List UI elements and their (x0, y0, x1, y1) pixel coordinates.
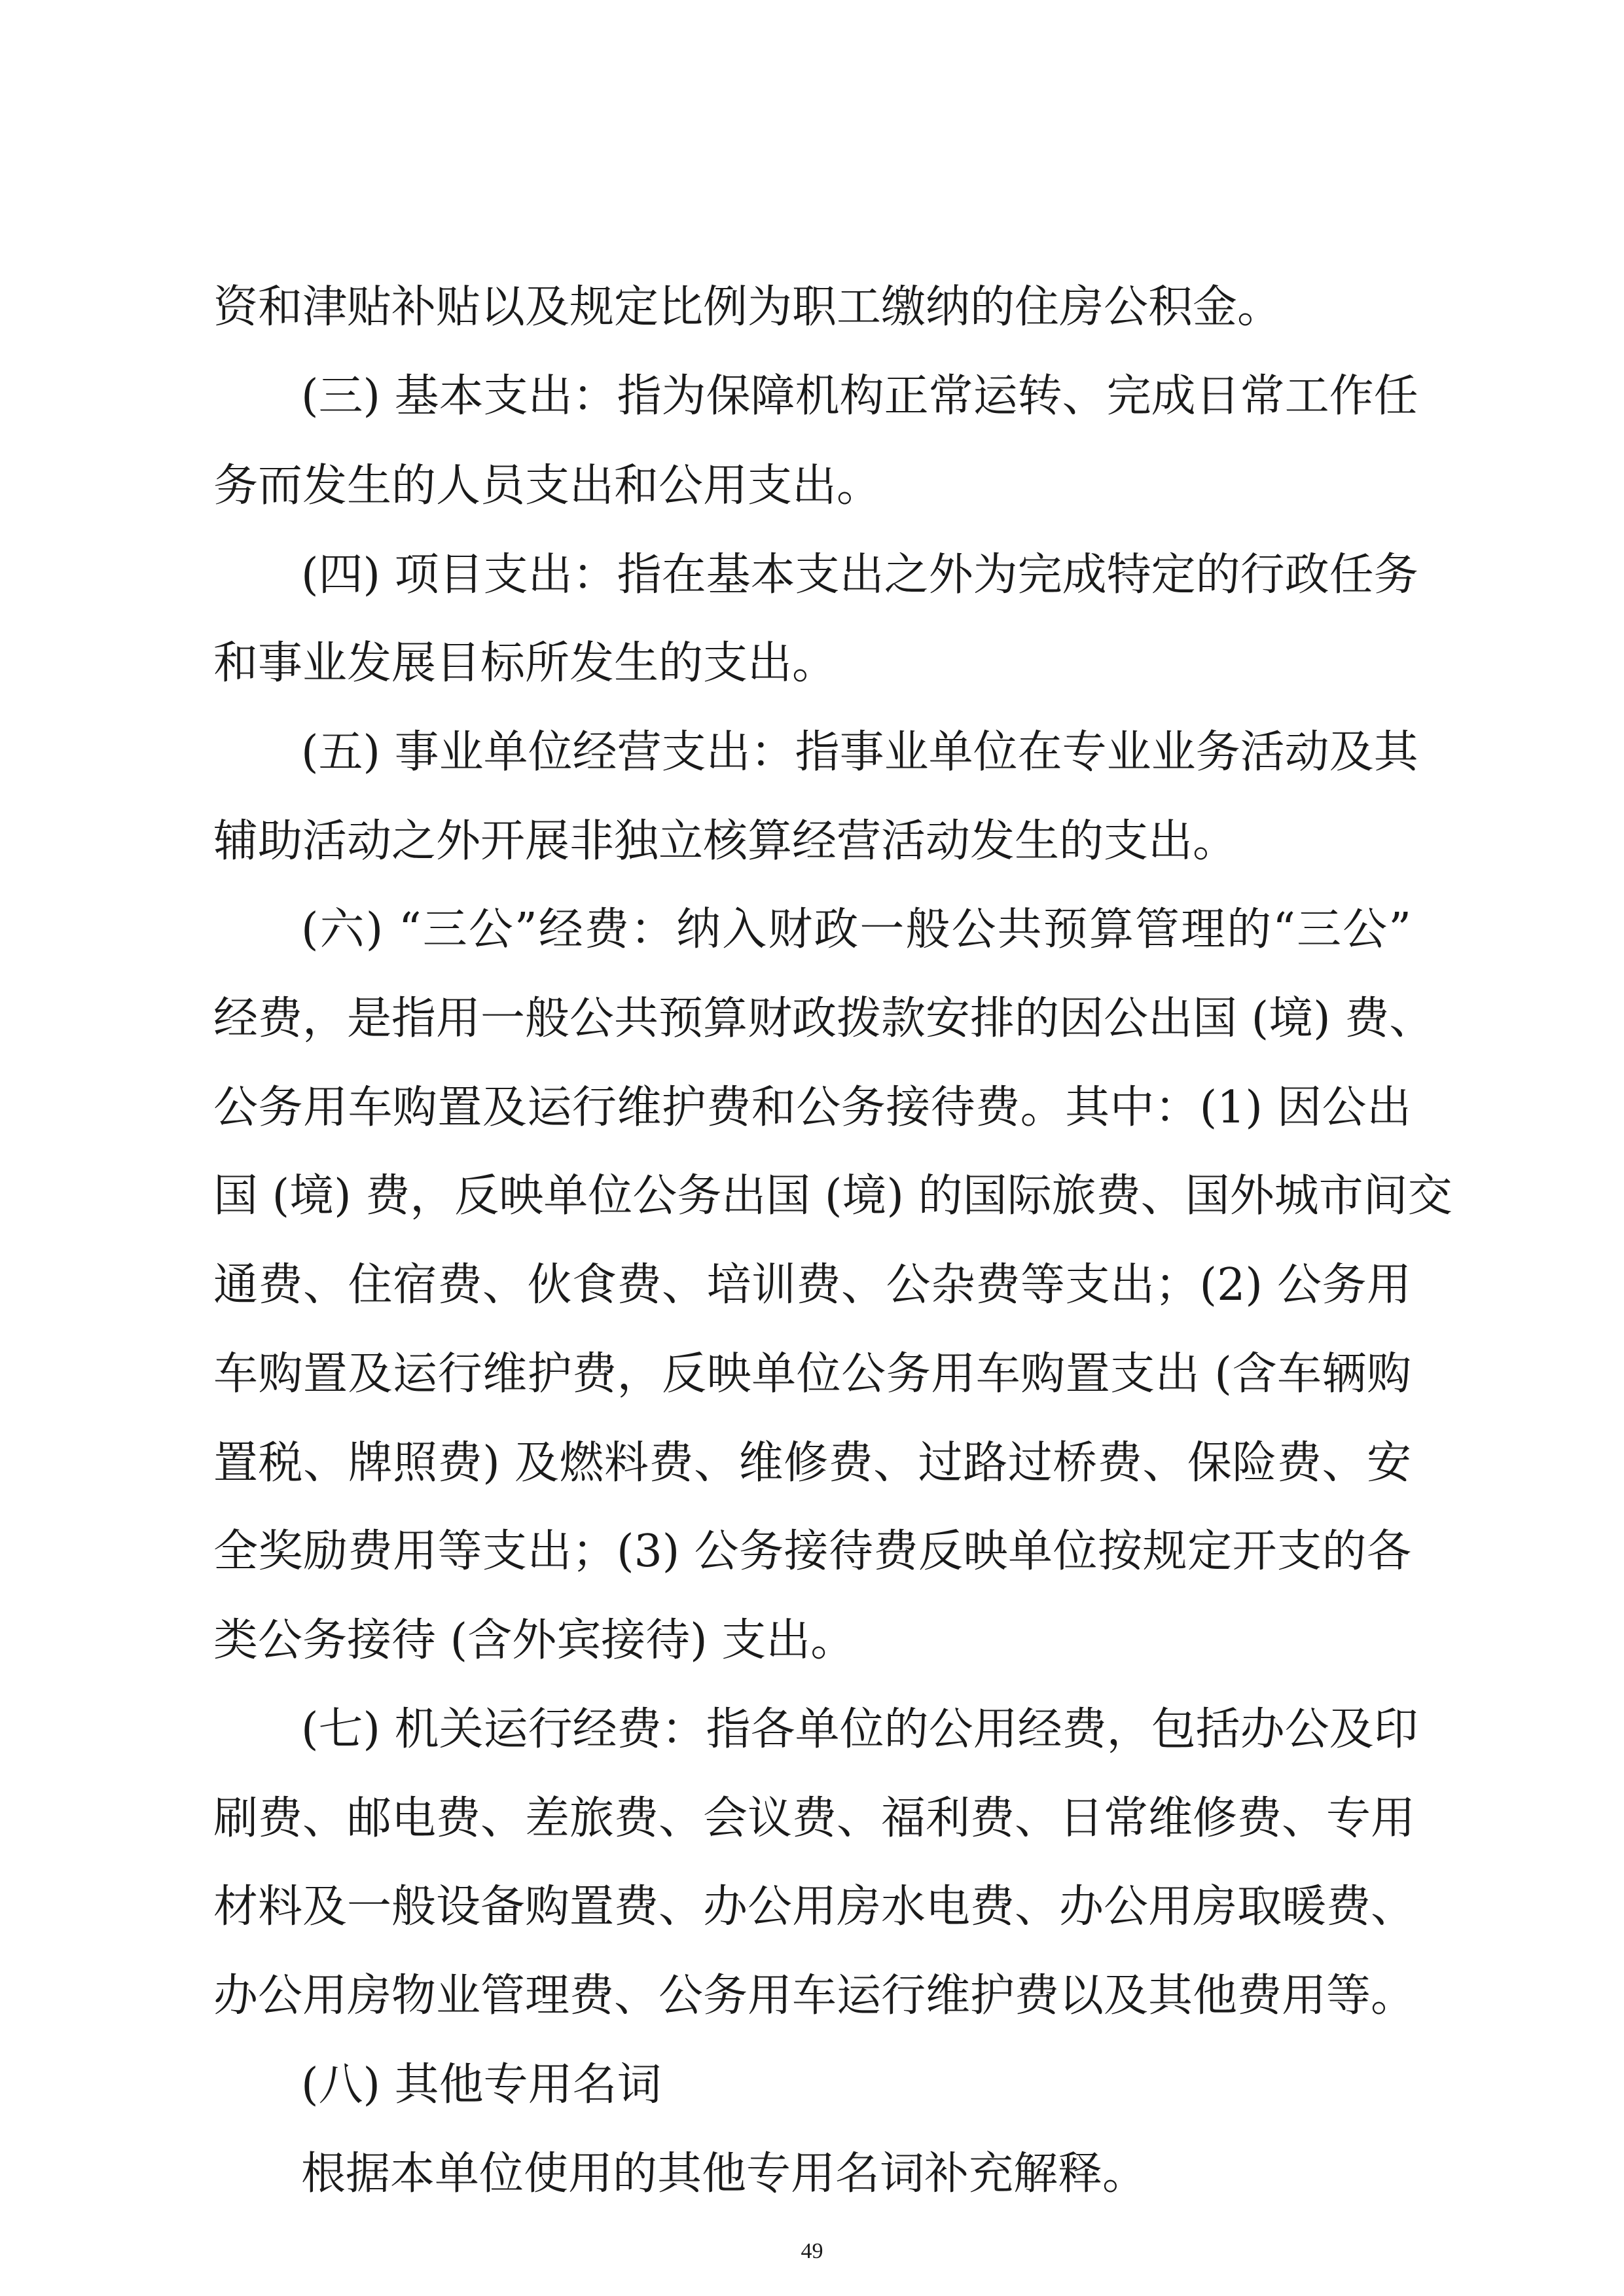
paragraph-line: 资和津贴补贴以及规定比例为职工缴纳的住房公积金。 (213, 281, 1282, 333)
paragraph-line: 材料及一般设备购置费、办公用房水电费、办公用房取暖费、 (213, 1881, 1416, 1933)
paragraph-line: 类公务接待 (含外宾接待) 支出。 (213, 1615, 856, 1666)
page-number: 49 (801, 2239, 823, 2263)
paragraph-line: 公务用车购置及运行维护费和公务接待费。其中：(1) 因公出 (213, 1082, 1411, 1134)
paragraph-line: 置税、牌照费) 及燃料费、维修费、过路过桥费、保险费、安 (213, 1437, 1411, 1489)
section-heading: (八) 其他专用名词 (301, 2059, 662, 2111)
paragraph-line: (七) 机关运行经费：指各单位的公用经费，包括办公及印 (301, 1704, 1418, 1755)
paragraph-line: 根据本单位使用的其他专用名词补充解释。 (301, 2148, 1147, 2200)
paragraph-line: 刷费、邮电费、差旅费、会议费、福利费、日常维修费、专用 (213, 1793, 1416, 1844)
paragraph-line: (五) 事业单位经营支出：指事业单位在专业业务活动及其 (301, 726, 1418, 778)
paragraph-line: 国 (境) 费，反映单位公务出国 (境) 的国际旅费、国外城市间交 (213, 1170, 1453, 1222)
paragraph-line: 和事业发展目标所发生的支出。 (213, 637, 837, 689)
paragraph-line: 经费，是指用一般公共预算财政拨款安排的因公出国 (境) 费、 (213, 993, 1434, 1045)
paragraph-line: 通费、住宿费、伙食费、培训费、公杂费等支出；(2) 公务用 (213, 1259, 1411, 1311)
paragraph-line: (三) 基本支出：指为保障机构正常运转、完成日常工作任 (301, 370, 1418, 422)
paragraph-line: 全奖励费用等支出；(3) 公务接待费反映单位按规定开支的各 (213, 1526, 1411, 1577)
paragraph-line: 办公用房物业管理费、公务用车运行维护费以及其他费用等。 (213, 1970, 1416, 2022)
paragraph-line: (六) “三公”经费：纳入财政一般公共预算管理的“三公” (301, 904, 1411, 956)
paragraph-line: (四) 项目支出：指在基本支出之外为完成特定的行政任务 (301, 549, 1418, 601)
paragraph-line: 车购置及运行维护费，反映单位公务用车购置支出 (含车辆购 (213, 1348, 1411, 1400)
paragraph-line: 务而发生的人员支出和公用支出。 (213, 460, 882, 512)
paragraph-line: 辅助活动之外开展非独立核算经营活动发生的支出。 (213, 816, 1238, 867)
